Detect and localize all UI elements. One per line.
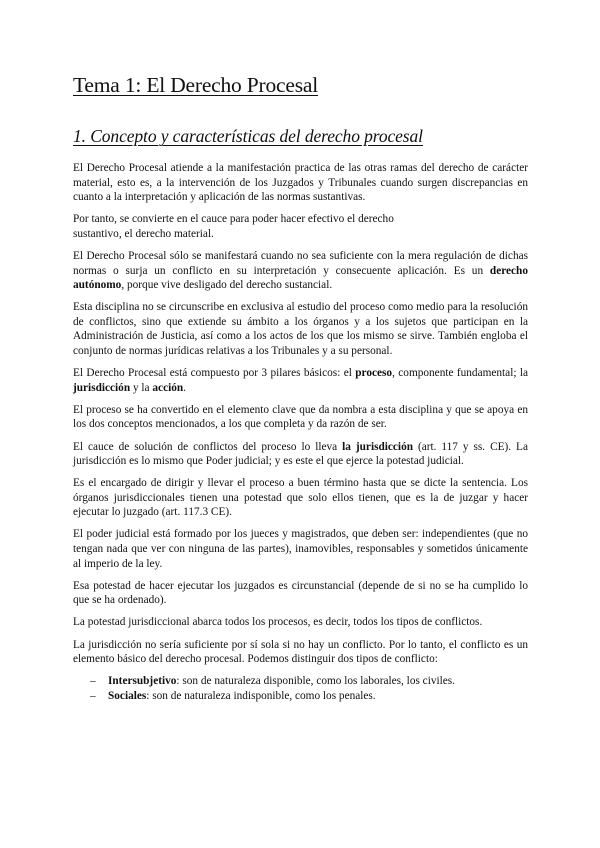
paragraph-7 [73,440,528,469]
section-heading: 1. Concepto y características del derecho procesal [73,126,423,146]
list-dash: – [90,689,96,702]
paragraph-12: La jurisdicción no sería suficiente por sí sola si no hay un conflicto. Por lo tanto, el conflicto es un elemento básico del derecho procesal. Podemos distinguir dos tipos de conflicto: [73,638,528,666]
list-item-text: : son de naturaleza disponible, como los laborales, los civiles. [176,675,455,688]
paragraph-9: El poder judicial está formado por los jueces y magistrados, que deben ser: independientes (que no tengan nada que ver con ninguna de las partes), inamovibles, responsables y sometidos únicamente al imperio de la ley. [73,528,528,570]
paragraph-7-text-a: El cauce de solución de conflictos del proceso lo lleva [73,440,343,453]
paragraph-5-text-c: , componente fundamental; la [392,367,529,380]
list-item-term: Intersubjetivo [108,675,177,688]
paragraph-3-text-c: , porque vive desligado del derecho sustancial. [121,279,333,292]
paragraph-7-bold: la jurisdicción [342,440,413,453]
list-dash: – [90,675,96,688]
paragraph-5-bold-proceso: proceso [355,367,393,380]
paragraph-11: La potestad jurisdiccional abarca todos los procesos, es decir, todos los tipos de conflictos. [73,616,483,629]
paragraph-2 [73,212,528,241]
paragraph-10: Esa potestad de hacer ejecutar los juzgados es circunstancial (depende de si no se ha cumplido lo que se ha ordenado). [73,579,528,607]
paragraph-5-text-g: . [183,381,186,394]
paragraph-4: Esta disciplina no se circunscribe en exclusiva al estudio del proceso como medio para la resolución de conflictos, sino que extiende su ámbito a los órganos y a los sujetos que participan en la Administración de Justicia, así como a los actos de los que los mismo se sirve. También engloba el conjunto de normas jurídicas relativas a los Tribunales y a su personal. [73,301,528,358]
list-item [73,689,528,704]
paragraph-7-text-c: (art. 117 y ss. CE). La jurisdicción es lo mismo que Poder judicial; y es este el que ejerce la potestad judicial. [73,440,528,468]
list-item-text: : son de naturaleza indisponible, como los penales. [146,689,376,702]
paragraph-1: El Derecho Procesal atiende a la manifestación practica de las otras ramas del derecho de carácter material, esto es, a la intervención de los Juzgados y Tribunales cuando surgen discrepancias en cuanto a la interpretación y aplicación de las normas sustantivas. [73,162,528,204]
paragraph-5-bold-accion: acción [152,381,184,394]
paragraph-5-bold-jurisdiccion: jurisdicción [73,381,131,394]
paragraph-2-line-2: sustantivo, el derecho material. [73,227,214,240]
document-page [73,70,528,703]
conflict-types-list [73,674,528,703]
paragraph-3-bold: derecho autónomo [73,264,528,292]
list-item [73,674,528,689]
paragraph-5 [73,366,528,395]
paragraph-8: Es el encargado de dirigir y llevar el proceso a buen término hasta que se dicte la sentencia. Los órganos jurisdiccionales tienen una potestad que solo ellos tienen, que es la de juzgar y hacer ejecutar lo juzgado (art. 117.3 CE). [73,477,528,519]
paragraph-5-text-a: El Derecho Procesal está compuesto por 3 pilares básicos: el [73,367,356,380]
document-title: Tema 1: El Derecho Procesal [73,73,319,97]
paragraph-6: El proceso se ha convertido en el elemento clave que da nombra a esta disciplina y que se apoya en los dos conceptos mencionados, a los que completa y da razón de ser. [73,403,528,431]
list-item-term: Sociales [108,689,147,702]
paragraph-2-line-1: Por tanto, se convierte en el cauce para poder hacer efectivo el derecho [73,213,394,226]
paragraph-3-text-a: El Derecho Procesal sólo se manifestará cuando no sea suficiente con la mera regulación de dichas normas o surja un conflicto en su interpretación y consecuente aplicación. Es un [73,249,528,277]
paragraph-5-text-e: y la [130,381,153,394]
paragraph-3 [73,249,528,293]
